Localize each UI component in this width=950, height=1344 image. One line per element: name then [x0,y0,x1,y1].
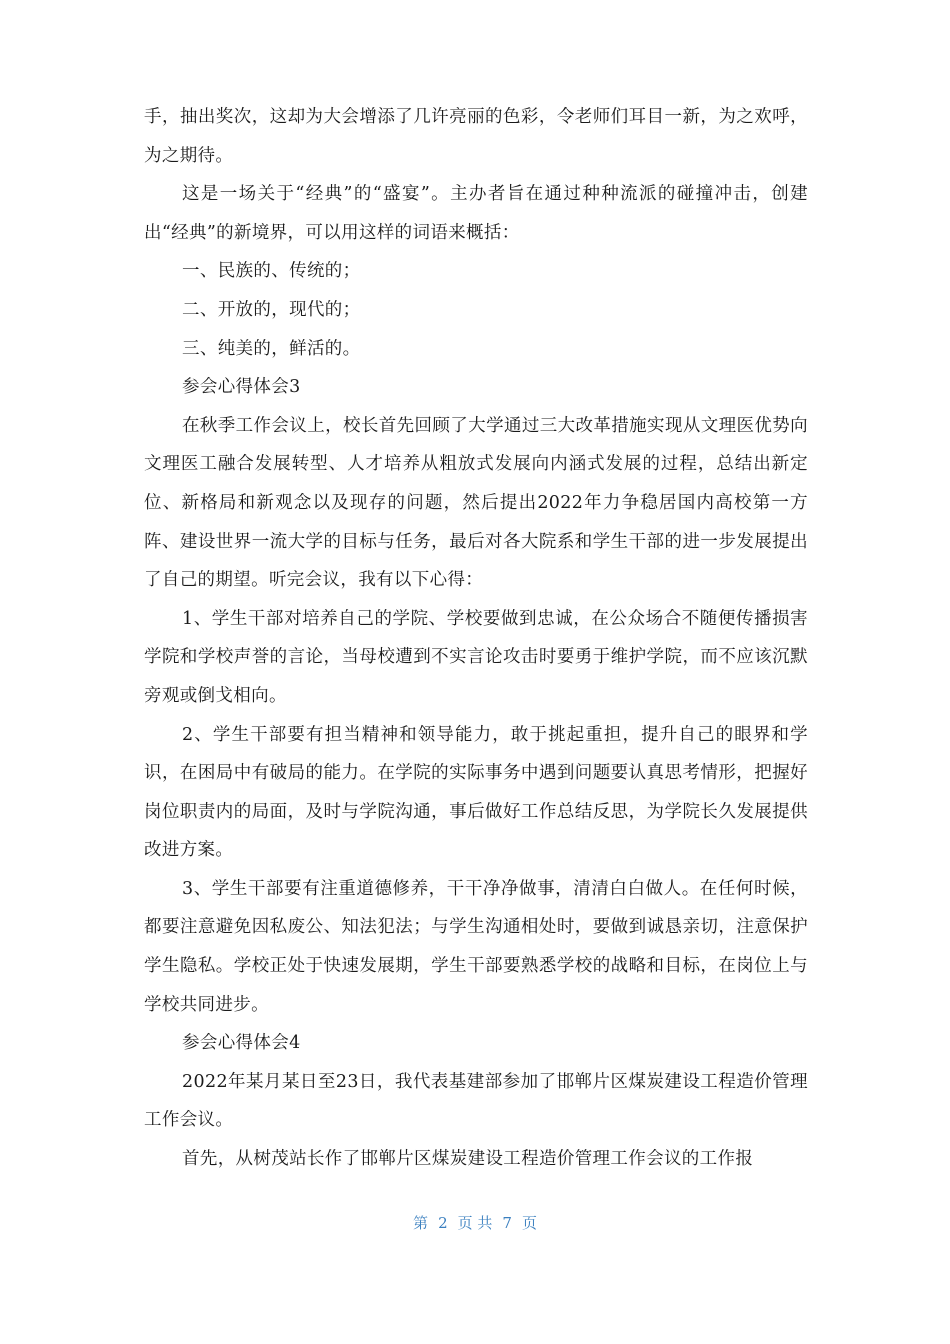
paragraph: 首先，从树茂站长作了邯郸片区煤炭建设工程造价管理工作会议的工作报 [182,1149,754,1170]
paragraph: 这是一场关于“经典”的“盛宴”。主办者旨在通过种种流派的碰撞冲击，创建出“经典”的新境界，可以用这样的词语来概括： [144,184,808,243]
paragraph: 手，抽出奖次，这却为大会增添了几许亮丽的色彩，令老师们耳目一新，为之欢呼，为之期待。 [144,107,808,166]
page-footer [0,1212,950,1233]
page-number-current: 2 [438,1214,448,1232]
list-item: 三、纯美的，鲜活的。 [182,338,361,359]
list-item: 2、学生干部要有担当精神和领导能力，敢于挑起重担，提升自己的眼界和学识，在困局中有破局的能力。在学院的实际事务中遇到问题要认真思考情形，把握好岗位职责内的局面，及时与学院沟通，事后做好工作总结反思，为学院长久发展提供改进方案。 [144,724,808,861]
footer-di: 第 [413,1214,429,1232]
section-heading: 参会心得体会4 [182,1033,301,1054]
paragraph: 2022年某月某日至23日，我代表基建部参加了邯郸片区煤炭建设工程造价管理工作会议。 [144,1071,808,1131]
list-item: 1、学生干部对培养自己的学院、学校要做到忠诚，在公众场合不随便传播损害学院和学校声誉的言论，当母校遭到不实言论攻击时要勇于维护学院，而不应该沉默旁观或倒戈相向。 [144,608,808,706]
list-item: 一、民族的、传统的； [182,261,361,282]
list-item: 3、学生干部要有注重道德修养，干干净净做事，清清白白做人。在任何时候，都要注意避免因私废公、知法犯法；与学生沟通相处时，要做到诚恳亲切，注意保护学生隐私。学校正处于快速发展期，学生干部要熟悉学校的战略和目标，在岗位上与学校共同进步。 [144,878,808,1015]
page-number-total: 7 [502,1214,512,1232]
footer-ye: 页 [521,1214,537,1232]
footer-ye-gong: 页 共 [457,1214,493,1232]
section-heading: 参会心得体会3 [182,377,301,398]
paragraph: 在秋季工作会议上，校长首先回顾了大学通过三大改革措施实现从文理医优势向文理医工融合发展转型、人才培养从粗放式发展向内涵式发展的过程，总结出新定位、新格局和新观念以及现存的问题，然后提出2022年力争稳居国内高校第一方阵、建设世界一流大学的目标与任务，最后对各大院系和学生干部的进一步发展提出了自己的期望。听完会议，我有以下心得： [144,415,808,591]
list-item: 二、开放的，现代的； [182,299,361,320]
document-body [144,98,808,1179]
